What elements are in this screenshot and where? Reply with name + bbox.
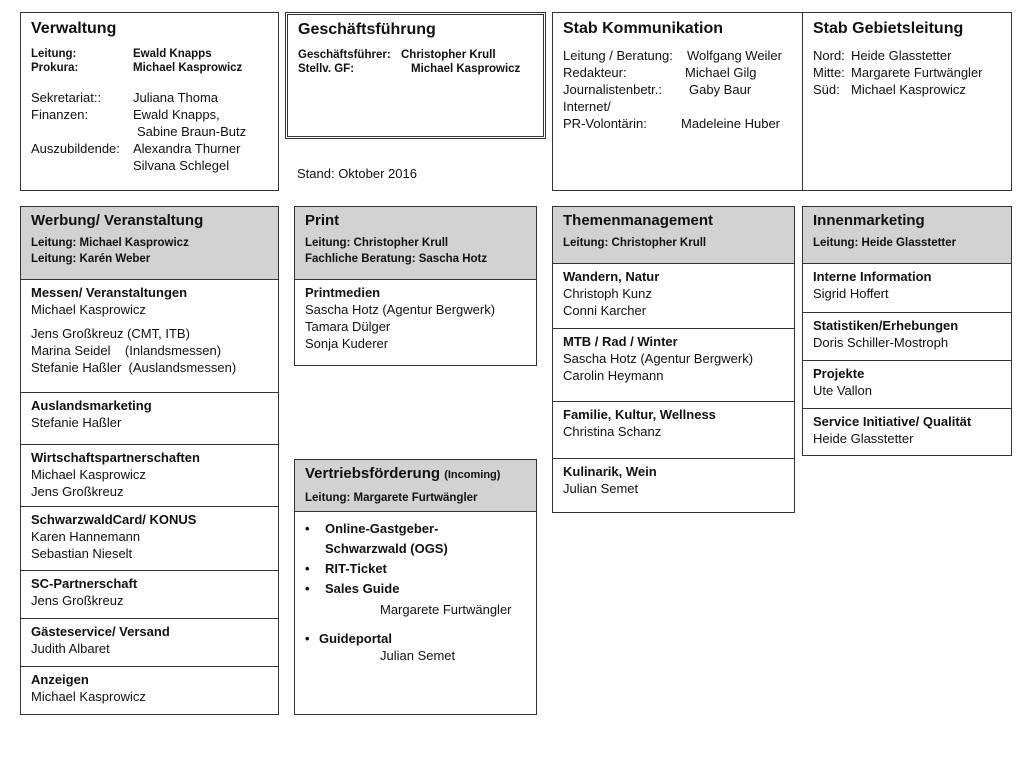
stab-kom-r2-label: Redakteur: [563, 65, 627, 80]
card-title: SchwarzwaldCard/ KONUS [31, 512, 197, 527]
intern-person: Sigrid Hoffert [813, 286, 889, 301]
innen-title: Innenmarketing [813, 212, 925, 229]
mitte-label: Mitte: [813, 65, 845, 80]
messen-line-3: Stefanie Haßler (Auslandsmessen) [31, 360, 237, 375]
printmedien-person-2: Tamara Dülger [305, 319, 391, 334]
sued-value: Michael Kasprowicz [851, 82, 966, 97]
printmedien-person-3: Sonja Kuderer [305, 336, 389, 351]
ausland-title: Auslandsmarketing [31, 398, 152, 413]
sc-title: SC-Partnerschaft [31, 576, 138, 591]
mtb-person-2: Carolin Heymann [563, 368, 664, 383]
verwaltung-box [20, 12, 279, 191]
prokura-value: Michael Kasprowicz [133, 62, 243, 74]
statistik-title: Statistiken/Erhebungen [813, 318, 959, 333]
prokura-label: Prokura: [31, 62, 79, 74]
vertrieb-title: Vertriebsförderung [305, 465, 441, 482]
stab-kom-r5-value: Madeleine Huber [681, 116, 781, 131]
service-person: Heide Glasstetter [813, 431, 914, 446]
wirtschaft-title: Wirtschaftspartnerschaften [31, 450, 200, 465]
messen-line-1: Jens Großkreuz (CMT, ITB) [31, 326, 190, 341]
anzeigen-person: Michael Kasprowicz [31, 689, 146, 704]
azubi-value-2: Silvana Schlegel [133, 158, 230, 173]
vertrieb-item-ogs: • Online-Gastgeber- Schwarzwald (OGS) [301, 519, 530, 559]
wirtschaft-person-1: Michael Kasprowicz [31, 467, 146, 482]
sued-label: Süd: [813, 82, 840, 97]
gf-label: Geschäftsführer: [298, 49, 391, 61]
kulinarik-title: Kulinarik, Wein [563, 464, 657, 479]
themen-title: Themenmanagement [563, 212, 714, 229]
geschaeftsfuehrung-box [285, 12, 546, 139]
gf-title: Geschäftsführung [298, 21, 436, 38]
mitte-value: Margarete Furtwängler [851, 65, 983, 80]
familie-title: Familie, Kultur, Wellness [563, 407, 716, 422]
sekretariat-label: Sekretariat:: [31, 90, 102, 105]
werbung-sub-1: Leitung: Michael Kasprowicz [31, 237, 189, 249]
sc-person: Jens Großkreuz [31, 593, 124, 608]
messen-person: Michael Kasprowicz [31, 302, 146, 317]
print-sub-1: Leitung: Christopher Krull [305, 237, 449, 249]
stab-kom-r1-label: Leitung / Beratung: [563, 48, 673, 63]
innen-box [802, 206, 1012, 456]
azubi-value-1: Alexandra Thurner [133, 141, 241, 156]
print-box [294, 206, 537, 366]
stab-kommunikation-box [552, 12, 803, 191]
mtb-title: MTB / Rad / Winter [563, 334, 678, 349]
projekte-title: Projekte [813, 366, 865, 381]
sales-guide-person: Margarete Furtwängler [380, 602, 512, 617]
stab-kom-r1-value: Wolfgang Weiler [687, 48, 782, 63]
stab-kom-r4: Internet/ [563, 99, 611, 114]
wandern-title: Wandern, Natur [563, 269, 660, 284]
vertrieb-title-small: (Incoming) [444, 469, 501, 481]
vertrieb-box [294, 459, 537, 715]
card-person-1: Karen Hannemann [31, 529, 141, 544]
vertrieb-item-guideportal: • Guideportal [301, 631, 530, 647]
gf-value: Christopher Krull [401, 49, 496, 61]
stab-kom-r3-label: Journalistenbetr.: [563, 82, 663, 97]
stand-text: Stand: Oktober 2016 [297, 166, 417, 181]
card-person-2: Sebastian Nieselt [31, 546, 133, 561]
leitung-label: Leitung: [31, 48, 77, 60]
service-title: Service Initiative/ Qualität [813, 414, 972, 429]
finanzen-value-2: Sabine Braun-Butz [137, 124, 247, 139]
messen-title: Messen/ Veranstaltungen [31, 285, 188, 300]
themen-sub: Leitung: Christopher Krull [563, 237, 707, 249]
guideportal-person: Julian Semet [380, 648, 456, 663]
innen-sub: Leitung: Heide Glasstetter [813, 237, 957, 249]
gaeste-person: Judith Albaret [31, 641, 110, 656]
werbung-title: Werbung/ Veranstaltung [31, 212, 204, 229]
gaeste-title: Gästeservice/ Versand [31, 624, 170, 639]
familie-person: Christina Schanz [563, 424, 662, 439]
wirtschaft-person-2: Jens Großkreuz [31, 484, 124, 499]
verwaltung-title: Verwaltung [31, 20, 117, 37]
printmedien-title: Printmedien [305, 285, 381, 300]
vertrieb-sub: Leitung: Margarete Furtwängler [305, 492, 478, 504]
leitung-value: Ewald Knapps [133, 48, 212, 60]
stab-gebietsleitung-box [802, 12, 1012, 191]
stab-kom-r2-value: Michael Gilg [685, 65, 757, 80]
stab-kom-r3-value: Gaby Baur [689, 82, 752, 97]
statistik-person: Doris Schiller-Mostroph [813, 335, 949, 350]
azubi-label: Auszubildende: [31, 141, 120, 156]
themen-box [552, 206, 795, 513]
finanzen-value-1: Ewald Knapps, [133, 107, 220, 122]
printmedien-person-1: Sascha Hotz (Agentur Bergwerk) [305, 302, 496, 317]
werbung-sub-2: Leitung: Karén Weber [31, 253, 151, 265]
anzeigen-title: Anzeigen [31, 672, 89, 687]
wandern-person-1: Christoph Kunz [563, 286, 652, 301]
wandern-person-2: Conni Karcher [563, 303, 647, 318]
mtb-person-1: Sascha Hotz (Agentur Bergwerk) [563, 351, 754, 366]
print-title: Print [305, 212, 340, 229]
intern-title: Interne Information [813, 269, 932, 284]
stab-kom-r5-label: PR-Volontärin: [563, 116, 647, 131]
projekte-person: Ute Vallon [813, 383, 873, 398]
sekretariat-value: Juliana Thoma [133, 90, 219, 105]
stellv-value: Michael Kasprowicz [411, 63, 521, 75]
stellv-label: Stellv. GF: [298, 63, 355, 75]
nord-label: Nord: [813, 48, 845, 63]
werbung-box [20, 206, 279, 715]
kulinarik-person: Julian Semet [563, 481, 639, 496]
messen-line-2: Marina Seidel (Inlandsmessen) [31, 343, 222, 358]
stab-geb-title: Stab Gebietsleitung [813, 20, 964, 37]
finanzen-label: Finanzen: [31, 107, 89, 122]
vertrieb-item-sales: • Sales Guide [301, 579, 530, 599]
vertrieb-item-rit: • RIT-Ticket [301, 559, 530, 579]
ausland-person: Stefanie Haßler [31, 415, 122, 430]
print-sub-2: Fachliche Beratung: Sascha Hotz [305, 253, 488, 265]
nord-value: Heide Glasstetter [851, 48, 952, 63]
stab-kom-title: Stab Kommunikation [563, 20, 724, 37]
